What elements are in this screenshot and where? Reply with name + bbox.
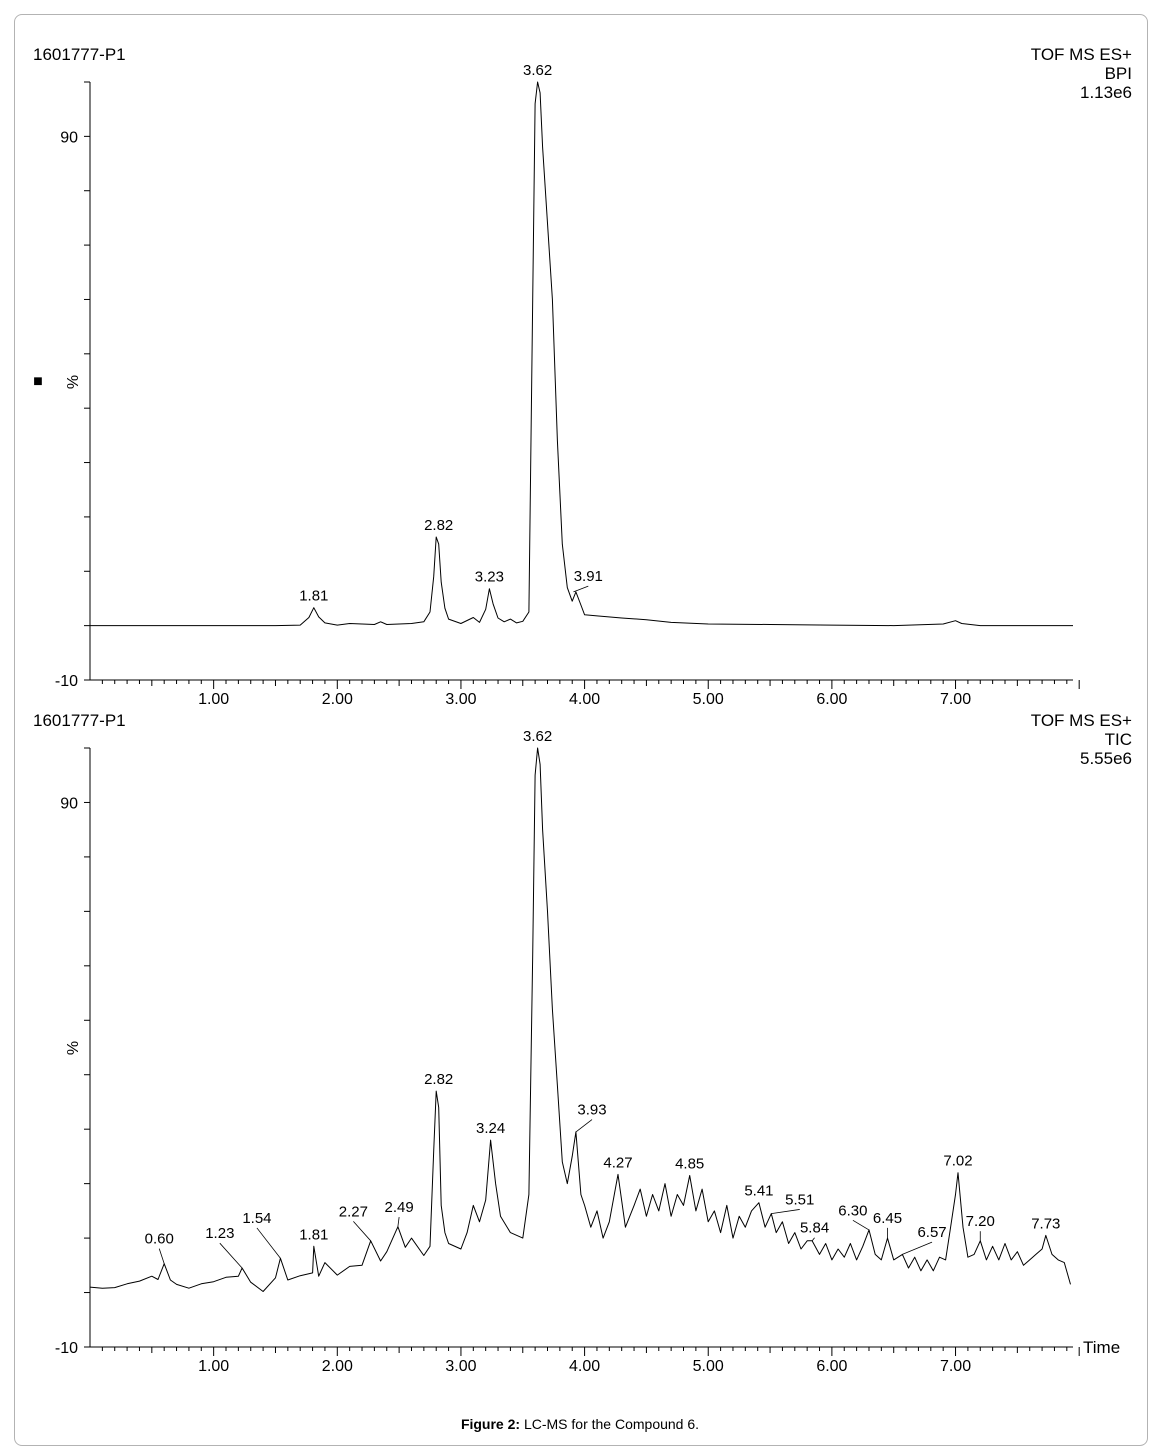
chart2-peak-label: 6.30	[838, 1202, 868, 1220]
chart1-peak-leader	[573, 586, 588, 592]
chart2-peak-label: 4.27	[603, 1154, 633, 1172]
chart2-x-tick-label: 3.00	[445, 1358, 477, 1375]
chart2-peak-label: 7.73	[1031, 1215, 1061, 1233]
chart2-peak-label: 7.20	[965, 1213, 995, 1231]
chart2-peak-label: 1.54	[242, 1209, 272, 1227]
chart1-x-tick-label: 4.00	[569, 691, 601, 708]
chart2-trace-line	[90, 748, 1071, 1292]
chart2-peak-label: 5.84	[799, 1219, 830, 1237]
chart2-sample-name: 1601777-P1	[33, 711, 126, 730]
chart2-peak-leader	[159, 1249, 164, 1264]
chart2-x-axis-label: Time	[1083, 1338, 1121, 1357]
chart2-peak-leader	[902, 1242, 932, 1254]
chart2-peak-label: 1.81	[299, 1226, 329, 1244]
chart2-peak-leader	[576, 1120, 592, 1132]
chart1-peak-label: 2.82	[424, 517, 454, 535]
chart2-x-tick-label: 1.00	[198, 1358, 230, 1375]
chart2-peak-label: 0.60	[144, 1230, 174, 1248]
chart2-peak-leader	[398, 1217, 399, 1227]
chart1-x-tick-label: 6.00	[816, 691, 848, 708]
chart2-peak-label: 7.02	[943, 1152, 973, 1170]
chart2-peak-label: 3.62	[523, 728, 553, 745]
chart2-peak-label: 2.27	[338, 1203, 368, 1221]
chart2-x-tick-label: 2.00	[321, 1358, 353, 1375]
chart1-x-tick-label: 1.00	[198, 691, 230, 708]
chart2-peak-label: 5.51	[785, 1191, 815, 1209]
chart1-x-tick-label: 3.00	[445, 691, 477, 708]
chart1-x-tick-label: 5.00	[692, 691, 724, 708]
chart1-y-axis-label: %	[65, 374, 82, 390]
chart2-peak-leader	[812, 1238, 814, 1241]
chart1-trace-line	[90, 82, 1073, 626]
chart2-x-tick-label: 4.00	[569, 1358, 601, 1375]
chart1-header-line: 1.13e6	[1080, 83, 1132, 102]
chart2-x-tick-label: 6.00	[816, 1358, 848, 1375]
chart2-y-tick-label: 90	[60, 795, 78, 813]
chart1-header-line: TOF MS ES+	[1030, 45, 1132, 64]
chart1-peak-label: 1.81	[299, 587, 329, 605]
chart1-peak-label: 3.23	[474, 568, 504, 586]
chart1-peak-label: 3.91	[573, 568, 603, 586]
chart2-header-line: TIC	[1104, 730, 1132, 749]
chart1-y-tick-label: -10	[54, 673, 78, 690]
chart1-peak-label: 3.62	[523, 62, 553, 79]
chart2-peak-label: 4.85	[675, 1155, 705, 1173]
chart2-peak-label: 3.24	[476, 1120, 506, 1138]
figure-caption-label: Figure 2:	[460, 1416, 521, 1432]
figure-caption-text: LC-MS for the Compound 6.	[523, 1416, 700, 1432]
chart2-peak-label: 6.57	[917, 1224, 947, 1242]
chart2-x-tick-label: 5.00	[692, 1358, 724, 1375]
chart2-peak-label: 2.49	[384, 1199, 414, 1217]
chart2-peak-label: 1.23	[205, 1225, 235, 1243]
chart2-header-line: 5.55e6	[1080, 749, 1132, 768]
chart2-peak-label: 5.41	[744, 1182, 774, 1200]
chart2-peak-leader	[853, 1220, 869, 1230]
chart1-y-tick-label: 90	[60, 129, 78, 147]
chart1-x-tick-label: 7.00	[939, 691, 972, 708]
chart1-legend-marker: ■	[33, 373, 43, 390]
chart2-peak-label: 2.82	[424, 1071, 454, 1089]
chart2-peak-leader	[257, 1228, 280, 1258]
chart2-y-tick-label: -10	[54, 1340, 78, 1357]
chart2-x-tick-label: 7.00	[939, 1358, 972, 1375]
chart1-x-tick-label: 2.00	[321, 691, 353, 708]
figure-caption	[0, 1416, 1160, 1432]
chart2-peak-label: 6.45	[872, 1209, 903, 1227]
chart2-y-axis-label: %	[65, 1040, 82, 1056]
chart2-peak-leader	[220, 1243, 242, 1268]
chart1-sample-name: 1601777-P1	[33, 45, 126, 64]
chart2-peak-label: 3.93	[577, 1101, 607, 1119]
chart2-header-line: TOF MS ES+	[1030, 711, 1132, 730]
chart2-peak-leader	[771, 1209, 799, 1213]
chart1-header-line: BPI	[1104, 64, 1132, 83]
chart2-peak-leader	[353, 1221, 370, 1240]
